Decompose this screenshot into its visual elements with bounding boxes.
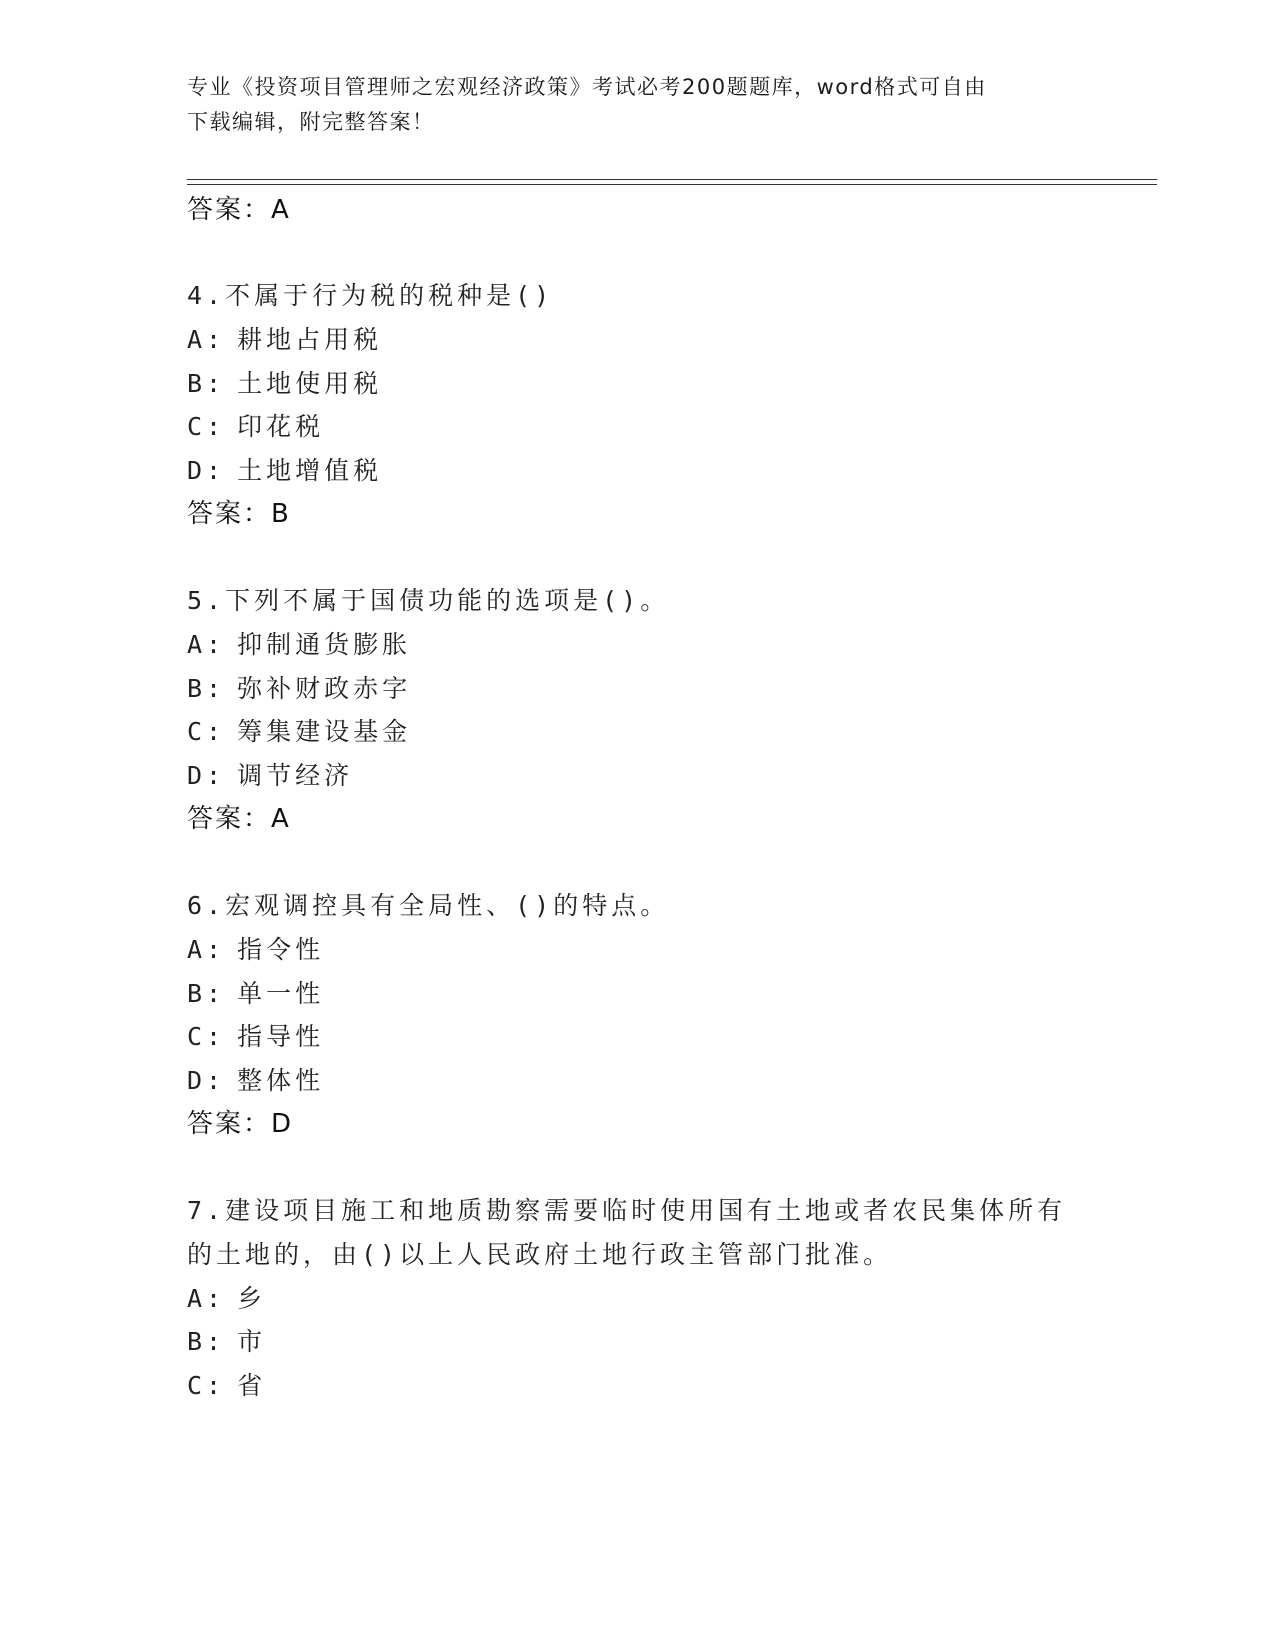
answer-q3 <box>187 190 291 230</box>
question-6-option-b <box>187 974 324 1014</box>
answer-value: D <box>271 1109 294 1139</box>
answer-q6 <box>187 1104 293 1144</box>
option-key: C: <box>187 717 226 746</box>
option-text: 调节经济 <box>237 761 354 790</box>
answer-label: 答案： <box>187 499 272 529</box>
question-5-option-d <box>187 756 353 796</box>
answer-label: 答案： <box>187 195 272 225</box>
option-key: D: <box>187 456 226 485</box>
option-key: A: <box>187 325 226 354</box>
option-text: 指导性 <box>237 1022 325 1051</box>
option-key: D: <box>187 761 226 790</box>
option-key: B: <box>187 1327 226 1356</box>
option-text: 印花税 <box>237 412 325 441</box>
question-5-option-b <box>187 669 411 709</box>
document-header <box>187 70 1067 140</box>
header-divider-top <box>187 179 1157 180</box>
question-6-option-d <box>187 1061 324 1101</box>
question-4-option-d <box>187 451 382 491</box>
option-key: D: <box>187 1066 226 1095</box>
question-6-option-c <box>187 1017 324 1057</box>
option-key: B: <box>187 674 226 703</box>
option-key: B: <box>187 369 226 398</box>
answer-value: B <box>271 499 291 529</box>
option-text: 土地增值税 <box>237 456 383 485</box>
option-text: 省 <box>237 1371 267 1400</box>
question-5-option-a <box>187 625 411 665</box>
header-line-1: 专业《投资项目管理师之宏观经济政策》考试必考200题题库，word格式可自由 <box>187 75 987 99</box>
option-text: 单一性 <box>237 979 325 1008</box>
option-text: 整体性 <box>237 1066 325 1095</box>
question-4-option-b <box>187 364 382 404</box>
question-5-stem: 5.下列不属于国债功能的选项是()。 <box>187 586 670 615</box>
question-4-option-a <box>187 320 382 360</box>
option-key: C: <box>187 412 226 441</box>
answer-q5 <box>187 799 291 839</box>
option-text: 弥补财政赤字 <box>237 674 412 703</box>
question-6-option-a <box>187 930 324 970</box>
answer-q4 <box>187 494 291 534</box>
question-4-stem: 4.不属于行为税的税种是() <box>187 281 554 310</box>
question-7-stem-line-2: 的土地的，由()以上人民政府土地行政主管部门批准。 <box>187 1240 893 1269</box>
question-7-option-b <box>187 1322 266 1362</box>
question-7-stem-line-1: 7.建设项目施工和地质勘察需要临时使用国有土地或者农民集体所有 <box>187 1196 1067 1225</box>
option-text: 土地使用税 <box>237 369 383 398</box>
answer-label: 答案： <box>187 1109 272 1139</box>
question-7-option-a <box>187 1279 266 1319</box>
option-text: 市 <box>237 1327 267 1356</box>
question-4-option-c <box>187 407 324 447</box>
option-text: 耕地占用税 <box>237 325 383 354</box>
option-key: C: <box>187 1022 226 1051</box>
question-7-option-c <box>187 1366 266 1406</box>
header-divider-bottom <box>187 184 1157 185</box>
header-line-2: 下载编辑，附完整答案！ <box>187 110 435 134</box>
question-6-stem: 6.宏观调控具有全局性、()的特点。 <box>187 891 670 920</box>
option-text: 筹集建设基金 <box>237 717 412 746</box>
question-5-option-c <box>187 712 411 752</box>
answer-value: A <box>271 195 291 225</box>
option-key: A: <box>187 630 226 659</box>
answer-label: 答案： <box>187 804 272 834</box>
option-key: A: <box>187 935 226 964</box>
answer-value: A <box>271 804 291 834</box>
option-key: A: <box>187 1284 226 1313</box>
option-text: 乡 <box>237 1284 267 1313</box>
option-text: 指令性 <box>237 935 325 964</box>
option-key: B: <box>187 979 226 1008</box>
option-key: C: <box>187 1371 226 1400</box>
option-text: 抑制通货膨胀 <box>237 630 412 659</box>
